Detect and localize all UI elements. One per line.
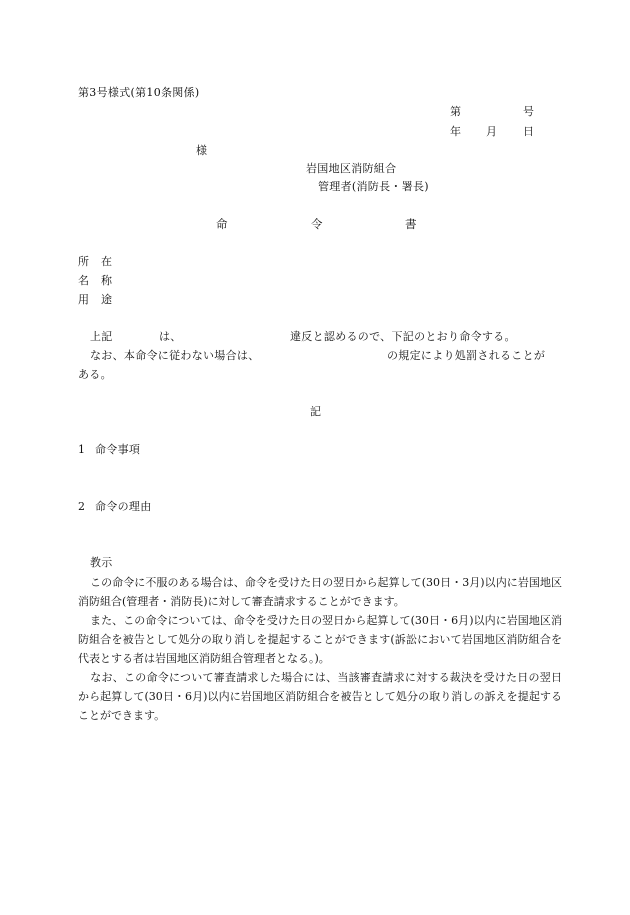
date-day: 日 [523,125,535,138]
notice-paragraph-3 [78,668,562,725]
body-line2-part2: の規定により処罰されることが [387,349,546,362]
recipient-honorific: 様 [196,144,208,157]
notice-heading: 教示 [90,556,113,569]
field-name-label-b: 称 [101,274,113,287]
notice-paragraph-1 [78,573,562,611]
date-month: 月 [486,125,498,138]
form-label: 第3号様式(第10条関係) [78,86,200,99]
title-char-2: 令 [311,217,323,231]
field-location-label-b: 在 [101,255,113,268]
number-prefix: 第 [450,105,462,118]
notice-paragraph-3-text: なお、この命令について審査請求した場合には、当該審査請求に対する裁決を受けた日の翌日から起算して(30日・6月)以内に岩国地区消防組合を被告として処分の取り消しの訴えを提起することができます。 [78,671,562,722]
field-location-label-a: 所 [78,255,90,268]
notice-paragraph-2-text: また、この命令については、命令を受けた日の翌日から起算して(30日・6月)以内に岩国地区消防組合を被告として処分の取り消しを提起することができます(訴訟において岩国地区消防組合を代表とする者は岩国地区消防組合管理者となる。)。 [78,614,562,665]
title-char-1: 命 [216,217,228,231]
ki-marker: 記 [310,405,322,418]
field-name-label-a: 名 [78,274,90,287]
notice-paragraph-1-text: この命令に不服のある場合は、命令を受けた日の翌日から起算して(30日・3月)以内に岩国地区消防組合(管理者・消防長)に対して審査請求することができます。 [78,576,562,608]
body-line1-part2: は、 [159,330,182,343]
section-1-number: 1 [78,443,86,456]
section-2-number: 2 [78,500,86,513]
notice-paragraph-2 [78,611,562,668]
issuer-title: 管理者(消防長・署長) [318,180,429,193]
body-line1-part3: 違反と認めるので、下記のとおり命令する。 [290,330,516,343]
body-line2-part1: なお、本命令に従わない場合は、 [90,349,260,362]
section-1-title: 命令事項 [95,443,141,456]
body-line1-part1: 上記 [90,330,113,343]
title-char-3: 書 [405,217,417,231]
field-use-label-b: 途 [101,293,113,306]
date-year: 年 [450,125,462,138]
issuer-org: 岩国地区消防組合 [306,162,397,175]
section-2-title: 命令の理由 [95,500,152,513]
number-suffix: 号 [523,105,535,118]
body-line3: ある。 [78,368,112,381]
field-use-label-a: 用 [78,293,90,306]
